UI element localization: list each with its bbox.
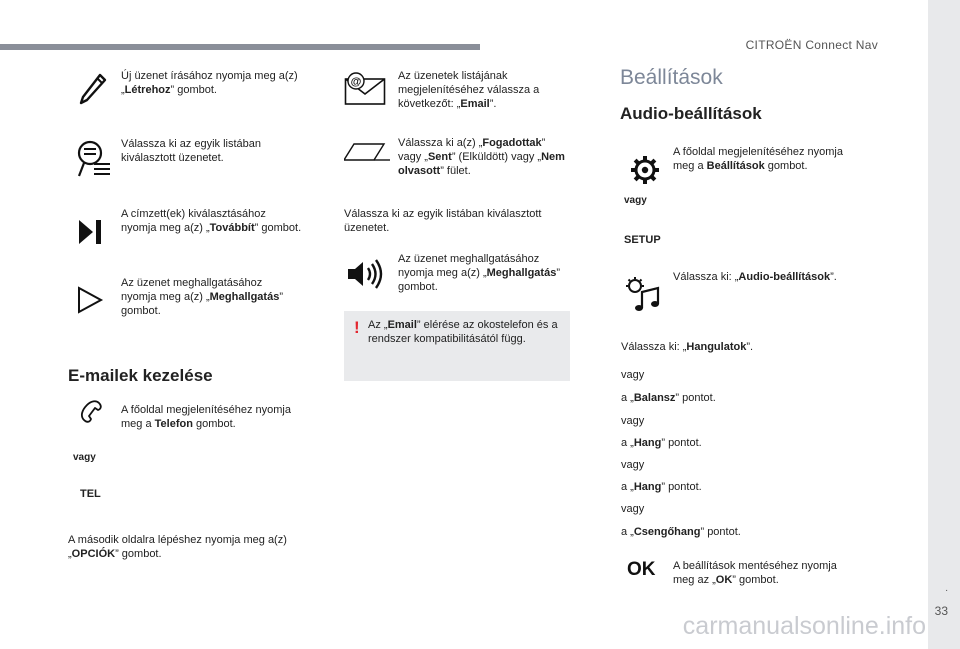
pencil-icon (78, 72, 108, 106)
option-line-2: a „Balansz” pontot. (621, 392, 716, 404)
forward-icon (76, 218, 106, 246)
or-label-3: vagy (621, 459, 645, 471)
vagy-label: vagy (73, 452, 96, 463)
svg-text:@: @ (350, 76, 362, 88)
or-label-4: vagy (621, 503, 645, 515)
tab-icon (344, 142, 390, 162)
page-title: Beállítások (620, 66, 723, 89)
section-heading-email: E-mailek kezelése (68, 366, 213, 385)
message-list-icon (74, 138, 112, 180)
save-settings-text: A beállítások mentéséhez nyomja meg az „OK” gombot. (673, 560, 837, 586)
option-line-4: a „Hang” pontot. (621, 481, 702, 493)
select-email-text: Válassza ki az egyik listában kiválasztott üzenetet. (344, 208, 542, 234)
watermark: carmanualsonline.info (682, 612, 926, 640)
header-title: CITROËN Connect Nav (745, 38, 878, 52)
speaker-icon (346, 258, 384, 290)
option-line-1: Válassza ki: „Hangulatok”. (621, 341, 754, 353)
warning-icon: ! (354, 318, 360, 337)
note-text: Az „Email” elérése az okostelefon és a rendszer kompatibilitásától függ. (368, 319, 558, 345)
email-icon (344, 72, 386, 106)
select-message-text: Válassza ki az egyik listában kiválasztott üzenetet. (121, 138, 262, 164)
top-rule (0, 44, 480, 50)
or-label-2: vagy (621, 415, 645, 427)
forward-text: A címzett(ek) kiválasztásához nyomja meg a(z) „Továbbít” gombot. (121, 208, 302, 234)
page-dot: . (945, 583, 948, 594)
settings-text: A főoldal megjelenítéséhez nyomja meg a Beállítások gombot. (673, 146, 843, 172)
listen-email-text: Az üzenet meghallgatásához nyomja meg a(z) „Meghallgatás” gombot. (398, 253, 560, 293)
options-text: A második oldalra lépéshez nyomja meg a(z) „OPCIÓK” gombot. (68, 534, 287, 560)
side-strip (928, 0, 960, 649)
setup-button-label: SETUP (624, 234, 661, 246)
play-icon (76, 286, 104, 314)
vagy-label-2: vagy (624, 195, 647, 206)
tel-button-label: TEL (80, 488, 101, 500)
compose-text: Új üzenet írásához nyomja meg a(z) „Létrehoz” gombot. (121, 70, 298, 96)
audio-settings-icon (624, 276, 662, 312)
audio-settings-text: Válassza ki: „Audio-beállítások”. (673, 271, 837, 283)
gear-icon (630, 155, 660, 185)
or-label-1: vagy (621, 369, 645, 381)
page-number: 33 (934, 604, 948, 618)
option-line-5: a „Csengőhang” pontot. (621, 526, 741, 538)
email-list-text: Az üzenetek listájának megjelenítéséhez válassza a következőt: „Email”. (398, 70, 540, 110)
ok-button-label: OK (627, 559, 656, 580)
select-tab-text: Válassza ki a(z) „Fogadottak” vagy „Sent” (Elküldött) vagy „Nem olvasott” fület. (398, 137, 565, 177)
section-heading-audio: Audio-beállítások (620, 104, 762, 123)
listen-text: Az üzenet meghallgatásához nyomja meg a(z) „Meghallgatás” gombot. (121, 277, 283, 317)
phone-icon (79, 400, 103, 428)
option-line-3: a „Hang” pontot. (621, 437, 702, 449)
telefon-text: A főoldal megjelenítéséhez nyomja meg a Telefon gombot. (121, 404, 291, 430)
